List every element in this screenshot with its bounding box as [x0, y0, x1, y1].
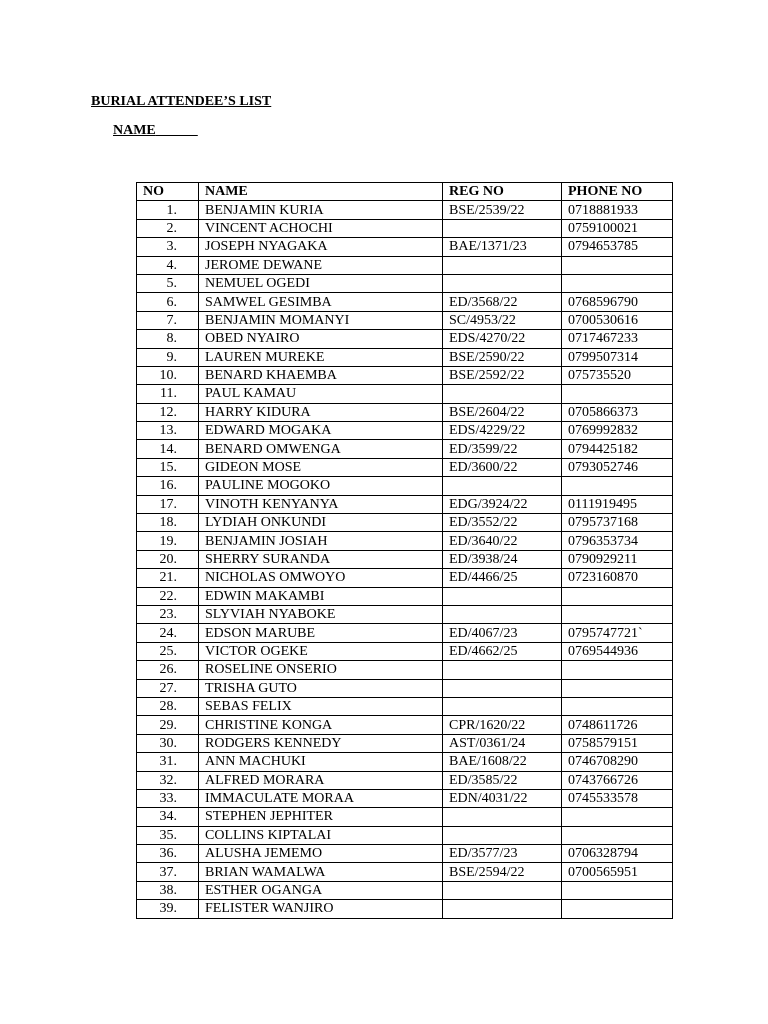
- table-row: [137, 385, 673, 403]
- cell-name: EDSON MARUBE: [199, 624, 443, 642]
- table-row: [137, 697, 673, 715]
- cell-phone-no: [562, 274, 673, 292]
- cell-reg-no: BSE/2590/22: [443, 348, 562, 366]
- cell-phone-no: [562, 697, 673, 715]
- table-header-row: [137, 183, 673, 201]
- cell-reg-no: ED/4662/25: [443, 642, 562, 660]
- table-row: [137, 679, 673, 697]
- cell-reg-no: BSE/2539/22: [443, 201, 562, 219]
- cell-reg-no: ED/3585/22: [443, 771, 562, 789]
- cell-phone-no: 0769992832: [562, 422, 673, 440]
- cell-reg-no: ED/4067/23: [443, 624, 562, 642]
- cell-phone-no: [562, 256, 673, 274]
- table-row: [137, 845, 673, 863]
- cell-reg-no: [443, 900, 562, 918]
- cell-no: 7.: [137, 311, 199, 329]
- cell-phone-no: 0745533578: [562, 789, 673, 807]
- cell-name: SAMWEL GESIMBA: [199, 293, 443, 311]
- cell-name: BENJAMIN JOSIAH: [199, 532, 443, 550]
- cell-reg-no: [443, 697, 562, 715]
- cell-reg-no: ED/3552/22: [443, 514, 562, 532]
- table-row: [137, 863, 673, 881]
- table-row: [137, 495, 673, 513]
- table-row: [137, 789, 673, 807]
- cell-no: 36.: [137, 845, 199, 863]
- table-row: [137, 808, 673, 826]
- cell-name: VINOTH KENYANYA: [199, 495, 443, 513]
- cell-reg-no: EDS/4229/22: [443, 422, 562, 440]
- header-no: NO: [137, 183, 199, 201]
- cell-reg-no: SC/4953/22: [443, 311, 562, 329]
- cell-no: 12.: [137, 403, 199, 421]
- cell-no: 25.: [137, 642, 199, 660]
- document-title: BURIAL ATTENDEE’S LIST: [91, 94, 272, 109]
- cell-name: ALFRED MORARA: [199, 771, 443, 789]
- cell-reg-no: ED/4466/25: [443, 569, 562, 587]
- table-row: [137, 881, 673, 899]
- cell-no: 1.: [137, 201, 199, 219]
- cell-reg-no: [443, 808, 562, 826]
- cell-no: 30.: [137, 734, 199, 752]
- cell-name: PAUL KAMAU: [199, 385, 443, 403]
- cell-reg-no: ED/3599/22: [443, 440, 562, 458]
- cell-no: 21.: [137, 569, 199, 587]
- cell-no: 19.: [137, 532, 199, 550]
- cell-no: 22.: [137, 587, 199, 605]
- table-row: [137, 348, 673, 366]
- cell-no: 3.: [137, 238, 199, 256]
- cell-reg-no: [443, 274, 562, 292]
- cell-no: 17.: [137, 495, 199, 513]
- cell-phone-no: 0717467233: [562, 330, 673, 348]
- cell-phone-no: [562, 385, 673, 403]
- table-row: [137, 458, 673, 476]
- cell-name: VINCENT ACHOCHI: [199, 219, 443, 237]
- cell-name: ROSELINE ONSERIO: [199, 661, 443, 679]
- cell-phone-no: [562, 808, 673, 826]
- table-row: [137, 569, 673, 587]
- table-row: [137, 422, 673, 440]
- cell-no: 37.: [137, 863, 199, 881]
- cell-no: 39.: [137, 900, 199, 918]
- cell-phone-no: 0793052746: [562, 458, 673, 476]
- table-row: [137, 403, 673, 421]
- table-row: [137, 587, 673, 605]
- cell-no: 34.: [137, 808, 199, 826]
- cell-phone-no: 0718881933: [562, 201, 673, 219]
- cell-reg-no: BSE/2594/22: [443, 863, 562, 881]
- cell-no: 20.: [137, 550, 199, 568]
- cell-name: OBED NYAIRO: [199, 330, 443, 348]
- table-body: [137, 201, 673, 918]
- cell-no: 10.: [137, 366, 199, 384]
- cell-reg-no: ED/3640/22: [443, 532, 562, 550]
- table-row: [137, 734, 673, 752]
- cell-no: 33.: [137, 789, 199, 807]
- table-row: [137, 256, 673, 274]
- cell-phone-no: 0794425182: [562, 440, 673, 458]
- name-blank-line: [156, 123, 198, 138]
- table-row: [137, 826, 673, 844]
- table-row: [137, 753, 673, 771]
- cell-no: 27.: [137, 679, 199, 697]
- cell-phone-no: [562, 826, 673, 844]
- cell-reg-no: ED/3568/22: [443, 293, 562, 311]
- cell-phone-no: 0700565951: [562, 863, 673, 881]
- attendee-table: [136, 182, 673, 919]
- cell-no: 11.: [137, 385, 199, 403]
- cell-reg-no: [443, 587, 562, 605]
- table-row: [137, 238, 673, 256]
- cell-no: 5.: [137, 274, 199, 292]
- cell-reg-no: [443, 661, 562, 679]
- table-row: [137, 661, 673, 679]
- cell-reg-no: ED/3600/22: [443, 458, 562, 476]
- cell-no: 15.: [137, 458, 199, 476]
- cell-name: CHRISTINE KONGA: [199, 716, 443, 734]
- table-row: [137, 366, 673, 384]
- cell-no: 29.: [137, 716, 199, 734]
- table-row: [137, 605, 673, 623]
- cell-name: FELISTER WANJIRO: [199, 900, 443, 918]
- table-row: [137, 771, 673, 789]
- cell-phone-no: 0748611726: [562, 716, 673, 734]
- table-row: [137, 550, 673, 568]
- cell-phone-no: 0795747721`: [562, 624, 673, 642]
- cell-reg-no: ED/3938/24: [443, 550, 562, 568]
- cell-phone-no: 0799507314: [562, 348, 673, 366]
- cell-no: 35.: [137, 826, 199, 844]
- cell-name: NEMUEL OGEDI: [199, 274, 443, 292]
- cell-no: 32.: [137, 771, 199, 789]
- cell-phone-no: 0706328794: [562, 845, 673, 863]
- cell-reg-no: [443, 881, 562, 899]
- cell-no: 14.: [137, 440, 199, 458]
- cell-name: HARRY KIDURA: [199, 403, 443, 421]
- cell-no: 9.: [137, 348, 199, 366]
- cell-name: COLLINS KIPTALAI: [199, 826, 443, 844]
- cell-phone-no: [562, 900, 673, 918]
- cell-name: EDWIN MAKAMBI: [199, 587, 443, 605]
- cell-reg-no: BAE/1371/23: [443, 238, 562, 256]
- table-row: [137, 311, 673, 329]
- cell-phone-no: 0700530616: [562, 311, 673, 329]
- cell-name: PAULINE MOGOKO: [199, 477, 443, 495]
- cell-reg-no: ED/3577/23: [443, 845, 562, 863]
- table-row: [137, 642, 673, 660]
- cell-no: 23.: [137, 605, 199, 623]
- header-phone-no: PHONE NO: [562, 183, 673, 201]
- cell-reg-no: EDG/3924/22: [443, 495, 562, 513]
- cell-phone-no: 0723160870: [562, 569, 673, 587]
- cell-name: TRISHA GUTO: [199, 679, 443, 697]
- cell-reg-no: [443, 605, 562, 623]
- cell-name: ESTHER OGANGA: [199, 881, 443, 899]
- cell-reg-no: AST/0361/24: [443, 734, 562, 752]
- cell-phone-no: 0796353734: [562, 532, 673, 550]
- table-row: [137, 514, 673, 532]
- cell-reg-no: [443, 256, 562, 274]
- table-row: [137, 440, 673, 458]
- cell-phone-no: [562, 587, 673, 605]
- cell-name: ANN MACHUKI: [199, 753, 443, 771]
- name-label: NAME: [113, 123, 156, 138]
- table-row: [137, 532, 673, 550]
- cell-reg-no: [443, 679, 562, 697]
- cell-name: LYDIAH ONKUNDI: [199, 514, 443, 532]
- table-row: [137, 624, 673, 642]
- cell-phone-no: [562, 477, 673, 495]
- cell-name: JEROME DEWANE: [199, 256, 443, 274]
- cell-phone-no: 0746708290: [562, 753, 673, 771]
- cell-no: 6.: [137, 293, 199, 311]
- cell-phone-no: 0705866373: [562, 403, 673, 421]
- cell-name: NICHOLAS OMWOYO: [199, 569, 443, 587]
- cell-no: 8.: [137, 330, 199, 348]
- cell-name: BRIAN WAMALWA: [199, 863, 443, 881]
- cell-reg-no: BSE/2604/22: [443, 403, 562, 421]
- header-name: NAME: [199, 183, 443, 201]
- cell-phone-no: [562, 679, 673, 697]
- cell-phone-no: 0759100021: [562, 219, 673, 237]
- cell-name: LAUREN MUREKE: [199, 348, 443, 366]
- cell-phone-no: [562, 881, 673, 899]
- cell-phone-no: 0794653785: [562, 238, 673, 256]
- cell-phone-no: 075735520: [562, 366, 673, 384]
- cell-name: SLYVIAH NYABOKE: [199, 605, 443, 623]
- table-row: [137, 293, 673, 311]
- cell-no: 31.: [137, 753, 199, 771]
- cell-phone-no: [562, 661, 673, 679]
- header-reg-no: REG NO: [443, 183, 562, 201]
- cell-reg-no: BAE/1608/22: [443, 753, 562, 771]
- cell-reg-no: EDS/4270/22: [443, 330, 562, 348]
- cell-no: 26.: [137, 661, 199, 679]
- cell-reg-no: [443, 385, 562, 403]
- cell-no: 2.: [137, 219, 199, 237]
- cell-name: BENARD KHAEMBA: [199, 366, 443, 384]
- cell-no: 13.: [137, 422, 199, 440]
- table-row: [137, 201, 673, 219]
- cell-name: ALUSHA JEMEMO: [199, 845, 443, 863]
- cell-phone-no: 0111919495: [562, 495, 673, 513]
- table-row: [137, 716, 673, 734]
- cell-name: JOSEPH NYAGAKA: [199, 238, 443, 256]
- table-row: [137, 274, 673, 292]
- cell-reg-no: BSE/2592/22: [443, 366, 562, 384]
- cell-reg-no: EDN/4031/22: [443, 789, 562, 807]
- name-field-label: [113, 123, 198, 139]
- cell-name: BENJAMIN MOMANYI: [199, 311, 443, 329]
- cell-name: STEPHEN JEPHITER: [199, 808, 443, 826]
- cell-name: VICTOR OGEKE: [199, 642, 443, 660]
- table-row: [137, 330, 673, 348]
- cell-no: 38.: [137, 881, 199, 899]
- cell-reg-no: CPR/1620/22: [443, 716, 562, 734]
- table-row: [137, 900, 673, 918]
- cell-name: EDWARD MOGAKA: [199, 422, 443, 440]
- cell-reg-no: [443, 477, 562, 495]
- cell-name: SHERRY SURANDA: [199, 550, 443, 568]
- cell-phone-no: 0743766726: [562, 771, 673, 789]
- cell-phone-no: 0758579151: [562, 734, 673, 752]
- table-row: [137, 477, 673, 495]
- cell-name: IMMACULATE MORAA: [199, 789, 443, 807]
- cell-name: GIDEON MOSE: [199, 458, 443, 476]
- cell-no: 24.: [137, 624, 199, 642]
- cell-name: BENJAMIN KURIA: [199, 201, 443, 219]
- cell-reg-no: [443, 219, 562, 237]
- cell-phone-no: 0790929211: [562, 550, 673, 568]
- cell-phone-no: 0795737168: [562, 514, 673, 532]
- cell-no: 18.: [137, 514, 199, 532]
- cell-phone-no: [562, 605, 673, 623]
- cell-no: 4.: [137, 256, 199, 274]
- cell-phone-no: 0769544936: [562, 642, 673, 660]
- cell-name: RODGERS KENNEDY: [199, 734, 443, 752]
- cell-no: 28.: [137, 697, 199, 715]
- cell-reg-no: [443, 826, 562, 844]
- cell-phone-no: 0768596790: [562, 293, 673, 311]
- cell-name: BENARD OMWENGA: [199, 440, 443, 458]
- cell-no: 16.: [137, 477, 199, 495]
- table-row: [137, 219, 673, 237]
- cell-name: SEBAS FELIX: [199, 697, 443, 715]
